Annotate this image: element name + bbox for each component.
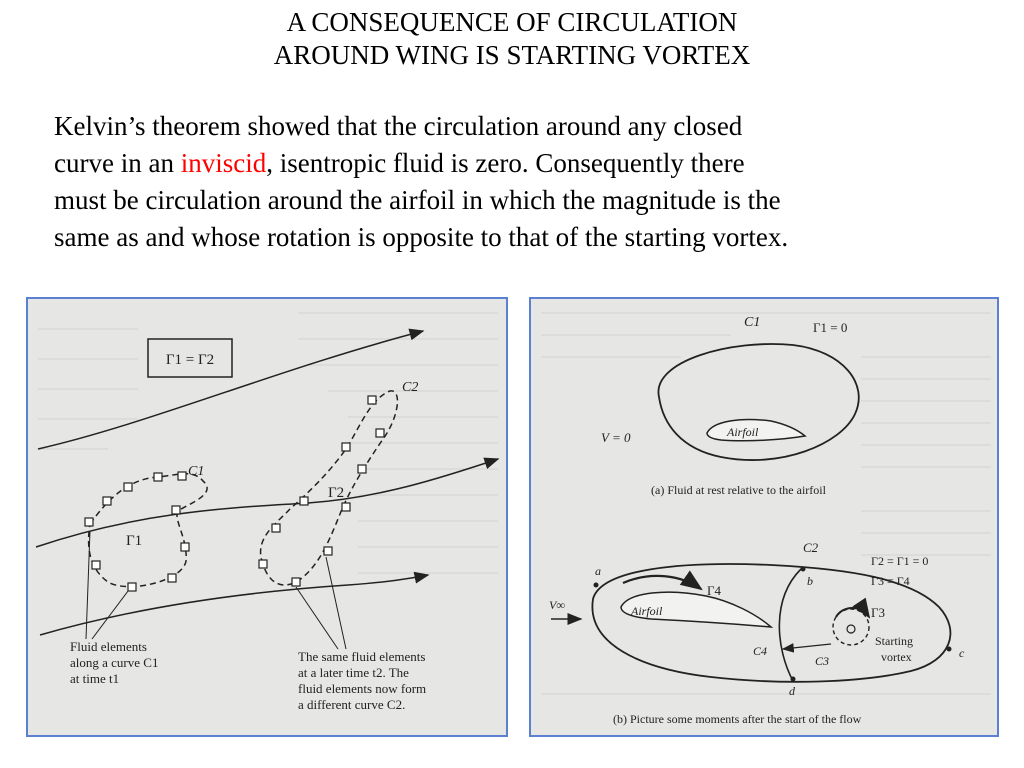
airfoil-b-label: Airfoil [631, 604, 663, 618]
kelvin-diagram [28, 299, 506, 735]
leader-lines [86, 531, 346, 649]
fluid-element [168, 574, 176, 582]
vortex-core [847, 625, 855, 633]
velocity-zero-label: V = 0 [601, 430, 631, 445]
caption-b: (b) Picture some moments after the start of the flow [613, 712, 862, 726]
label-gamma1: Γ1 [126, 533, 143, 549]
starting-vortex-diagram [531, 299, 997, 735]
label-c1: C1 [188, 464, 205, 479]
body-line-2 [54, 145, 994, 182]
svg-text:at a later time t2. The: at a later time t2. The [298, 665, 409, 680]
fluid-element [178, 472, 186, 480]
figure-starting-vortex [529, 297, 999, 737]
fluid-element [85, 518, 93, 526]
fluid-element [376, 429, 384, 437]
svg-text:at time t1: at time t1 [70, 671, 120, 686]
curve-c1 [89, 474, 208, 587]
label-c4: C4 [753, 644, 768, 658]
gamma4-label: Γ4 [707, 583, 722, 598]
figure-kelvin-curves [26, 297, 508, 737]
body-line-1: Kelvin’s theorem showed that the circulation around any closed [54, 111, 743, 141]
fluid-element [368, 396, 376, 404]
fluid-element [358, 465, 366, 473]
gamma3-label: Γ3 [871, 605, 886, 620]
fluid-element [342, 503, 350, 511]
body-line-3: must be circulation around the airfoil in which the magnitude is the [54, 185, 781, 215]
point-d: d [789, 684, 795, 698]
body-line-2-pre: curve in an [54, 148, 181, 178]
fluid-element [324, 547, 332, 555]
caption-left-2 [298, 649, 426, 712]
gamma1-equation: Γ1 = 0 [813, 320, 848, 335]
point-b: b [807, 574, 813, 588]
label-c3: C3 [815, 654, 830, 668]
svg-text:along a curve C1: along a curve C1 [70, 655, 159, 670]
caption-left-1 [70, 639, 158, 686]
caption-a: (a) Fluid at rest relative to the airfoil [651, 483, 826, 497]
svg-text:Fluid elements: Fluid elements [70, 639, 147, 654]
label-gamma2: Γ2 [328, 485, 345, 501]
body-line-2-post: , isentropic fluid is zero. Consequently there [266, 148, 745, 178]
slide-title [0, 6, 1024, 72]
gamma4-arrow [623, 576, 701, 589]
fluid-element [272, 524, 280, 532]
point-a: a [595, 564, 601, 578]
airfoil-a-label: Airfoil [727, 425, 759, 439]
fluid-element [259, 560, 267, 568]
body-line-4: same as and whose rotation is opposite to that of the starting vortex. [54, 222, 789, 252]
title-line-2: AROUND WING IS STARTING VORTEX [273, 40, 751, 70]
equality-box-label: Γ1 = Γ2 [165, 352, 215, 368]
fluid-element [124, 483, 132, 491]
starting-vortex-label-1: Starting [875, 634, 913, 648]
freestream-label: V∞ [549, 598, 565, 612]
fluid-element [300, 497, 308, 505]
contour-c1 [658, 344, 858, 460]
fluid-elements-c2 [259, 396, 384, 586]
highlight-inviscid: inviscid [180, 148, 267, 178]
label-c1-a: C1 [744, 315, 761, 330]
gamma-equation-1: Γ2 = Γ1 = 0 [871, 554, 929, 568]
wake-arrow [783, 644, 831, 649]
body-paragraph [54, 108, 994, 256]
fluid-element [103, 497, 111, 505]
streamlines [36, 331, 498, 635]
svg-text:a different curve C2.: a different curve C2. [298, 697, 406, 712]
starting-vortex-label-2: vortex [881, 650, 912, 664]
bleed-through-texture [38, 313, 498, 573]
fluid-element [128, 583, 136, 591]
label-c2-b: C2 [803, 540, 819, 555]
svg-text:The same fluid elements: The same fluid elements [298, 649, 426, 664]
svg-text:fluid elements now form: fluid elements now form [298, 681, 427, 696]
fluid-elements-c1 [85, 472, 189, 591]
bleed-through-texture [541, 313, 991, 694]
fluid-element [172, 506, 180, 514]
fluid-element [154, 473, 162, 481]
gamma-equation-2: Γ3 = Γ4 [871, 574, 910, 588]
fluid-element [92, 561, 100, 569]
point-c: c [959, 646, 965, 660]
fluid-element [342, 443, 350, 451]
title-line-1: A CONSEQUENCE OF CIRCULATION [286, 7, 738, 37]
fluid-element [181, 543, 189, 551]
contour-divider [779, 569, 801, 681]
fluid-element [292, 578, 300, 586]
label-c2: C2 [402, 380, 419, 395]
